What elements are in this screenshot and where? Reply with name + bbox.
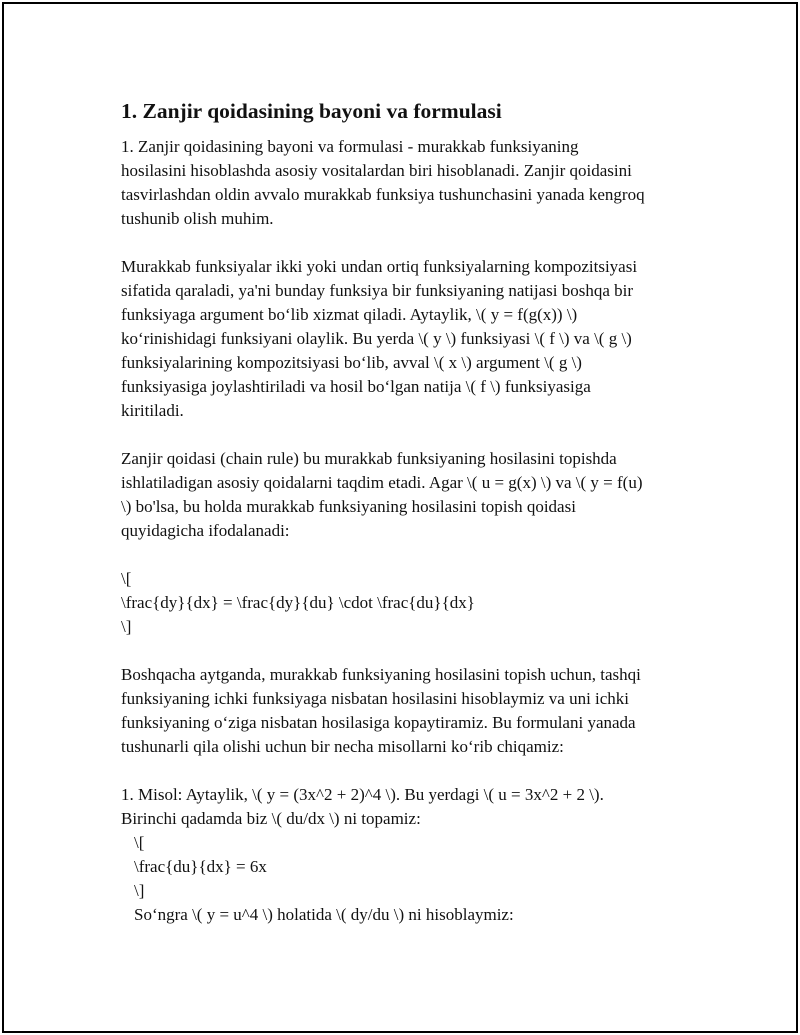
- paragraph-chain-rule: [121, 447, 706, 543]
- text-line: \) bo'lsa, bu holda murakkab funksiyaning hosilasini topish qoidasi: [121, 497, 576, 516]
- text-line: tushunarli qila olishi uchun bir necha misollarni ko‘rib chiqamiz:: [121, 737, 564, 756]
- text-line: funksiyalarining kompozitsiyasi bo‘lib, avval \( x \) argument \( g \): [121, 353, 582, 372]
- text-line: ishlatiladigan asosiy qoidalarni taqdim etadi. Agar \( u = g(x) \) va \( y = f(u): [121, 473, 643, 492]
- text-line: So‘ngra \( y = u^4 \) holatida \( dy/du \) ni hisoblaymiz:: [134, 905, 514, 924]
- formula-line: \[: [134, 833, 145, 852]
- formula-line: \]: [134, 881, 145, 900]
- text-line: funksiyasiga joylashtiriladi va hosil bo‘lgan natija \( f \) funksiyasiga: [121, 377, 591, 396]
- document-body: [121, 97, 706, 927]
- formula-line: \frac{du}{dx} = 6x: [134, 857, 267, 876]
- paragraph-example-1: [121, 783, 706, 927]
- paragraph-gap: [121, 543, 706, 567]
- paragraph-gap: [121, 423, 706, 447]
- text-line: funksiyaga argument bo‘lib xizmat qiladi. Aytaylik, \( y = f(g(x)) \): [121, 305, 578, 324]
- text-line: funksiyaning ichki funksiyaga nisbatan hosilasini hisoblaymiz va uni ichki: [121, 689, 630, 708]
- text-line: hosilasini hisoblashda asosiy vositalardan biri hisoblanadi. Zanjir qoidasini: [121, 161, 632, 180]
- paragraph-composition: [121, 255, 706, 423]
- text-line: 1. Zanjir qoidasining bayoni va formulasi - murakkab funksiyaning: [121, 137, 579, 156]
- paragraph-gap: [121, 231, 706, 255]
- formula-line: \]: [121, 617, 132, 636]
- formula-line: \frac{dy}{dx} = \frac{dy}{du} \cdot \frac{du}{dx}: [121, 593, 475, 612]
- text-line: Murakkab funksiyalar ikki yoki undan ortiq funksiyalarning kompozitsiyasi: [121, 257, 638, 276]
- text-line: Birinchi qadamda biz \( du/dx \) ni topamiz:: [121, 809, 421, 828]
- text-line: ko‘rinishidagi funksiyani olaylik. Bu yerda \( y \) funksiyasi \( f \) va \( g \): [121, 329, 632, 348]
- paragraph-gap: [121, 759, 706, 783]
- page-frame: [2, 2, 798, 1033]
- paragraph-intro: [121, 135, 706, 231]
- text-line: tasvirlashdan oldin avvalo murakkab funksiya tushunchasini yanada kengroq: [121, 185, 645, 204]
- text-line: Boshqacha aytganda, murakkab funksiyaning hosilasini topish uchun, tashqi: [121, 665, 641, 684]
- document-title: 1. Zanjir qoidasining bayoni va formulasi: [121, 99, 502, 123]
- text-line: sifatida qaraladi, ya'ni bunday funksiya bir funksiyaning natijasi boshqa bir: [121, 281, 634, 300]
- text-line: kiritiladi.: [121, 401, 184, 420]
- formula-block: [121, 567, 706, 639]
- text-line: funksiyaning o‘ziga nisbatan hosilasiga kopaytiramiz. Bu formulani yanada: [121, 713, 636, 732]
- paragraph-gap: [121, 639, 706, 663]
- text-line: tushunib olish muhim.: [121, 209, 274, 228]
- text-line: 1. Misol: Aytaylik, \( y = (3x^2 + 2)^4 \). Bu yerdagi \( u = 3x^2 + 2 \).: [121, 785, 604, 804]
- text-line: quyidagicha ifodalanadi:: [121, 521, 290, 540]
- text-line: Zanjir qoidasi (chain rule) bu murakkab funksiyaning hosilasini topishda: [121, 449, 617, 468]
- formula-line: \[: [121, 569, 132, 588]
- paragraph-explanation: [121, 663, 706, 759]
